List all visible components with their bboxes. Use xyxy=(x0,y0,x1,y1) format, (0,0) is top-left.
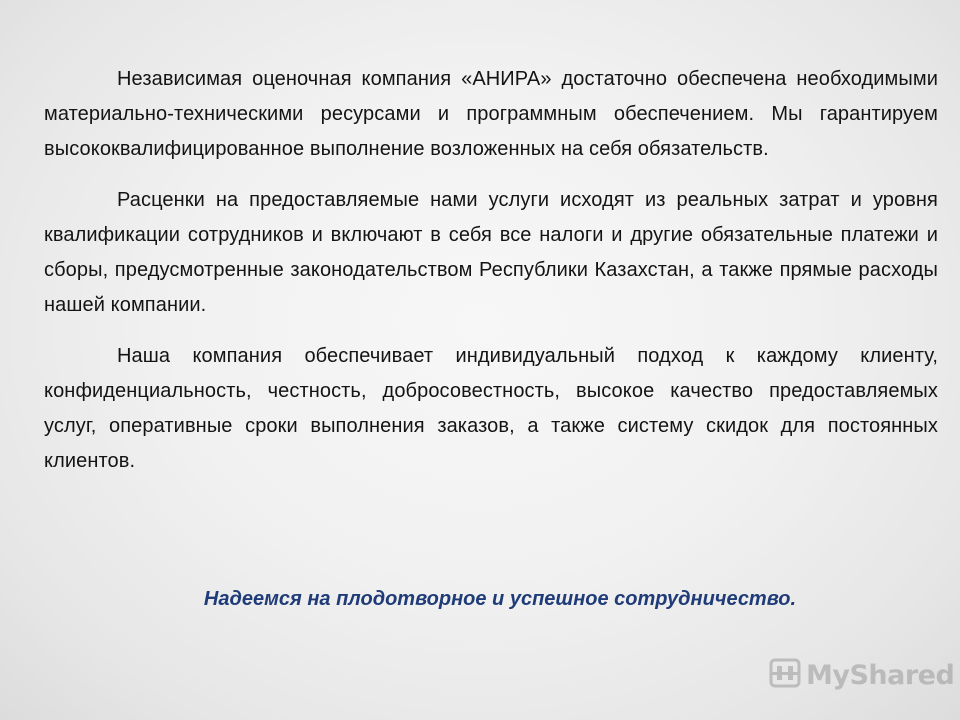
myshared-logo-icon xyxy=(768,656,802,695)
watermark-text: MyShared xyxy=(806,660,955,691)
closing-line: Надеемся на плодотворное и успешное сотрудничество. xyxy=(203,588,797,610)
paragraph-client-approach: Наша компания обеспечивает индивидуальный подход к каждому клиенту, конфиденциальность, честность, добросовестность, высокое качество предоставляемых услуг, оперативные сроки выполнения заказов, а также систему скидок для постоянных клиентов. xyxy=(44,345,938,472)
paragraph-company-resources: Независимая оценочная компания «АНИРА» достаточно обеспечена необходимыми материально-техническими ресурсами и программным обеспечением. Мы гарантируем высококвалифицированное выполнение возложенных на себя обязательств. xyxy=(44,68,938,160)
document-body xyxy=(44,62,938,495)
watermark xyxy=(768,656,954,695)
paragraph-pricing: Расценки на предоставляемые нами услуги исходят из реальных затрат и уровня квалификации сотрудников и включают в себя все налоги и другие обязательные платежи и сборы, предусмотренные законодательством Республики Казахстан, а также прямые расходы нашей компании. xyxy=(44,189,938,316)
